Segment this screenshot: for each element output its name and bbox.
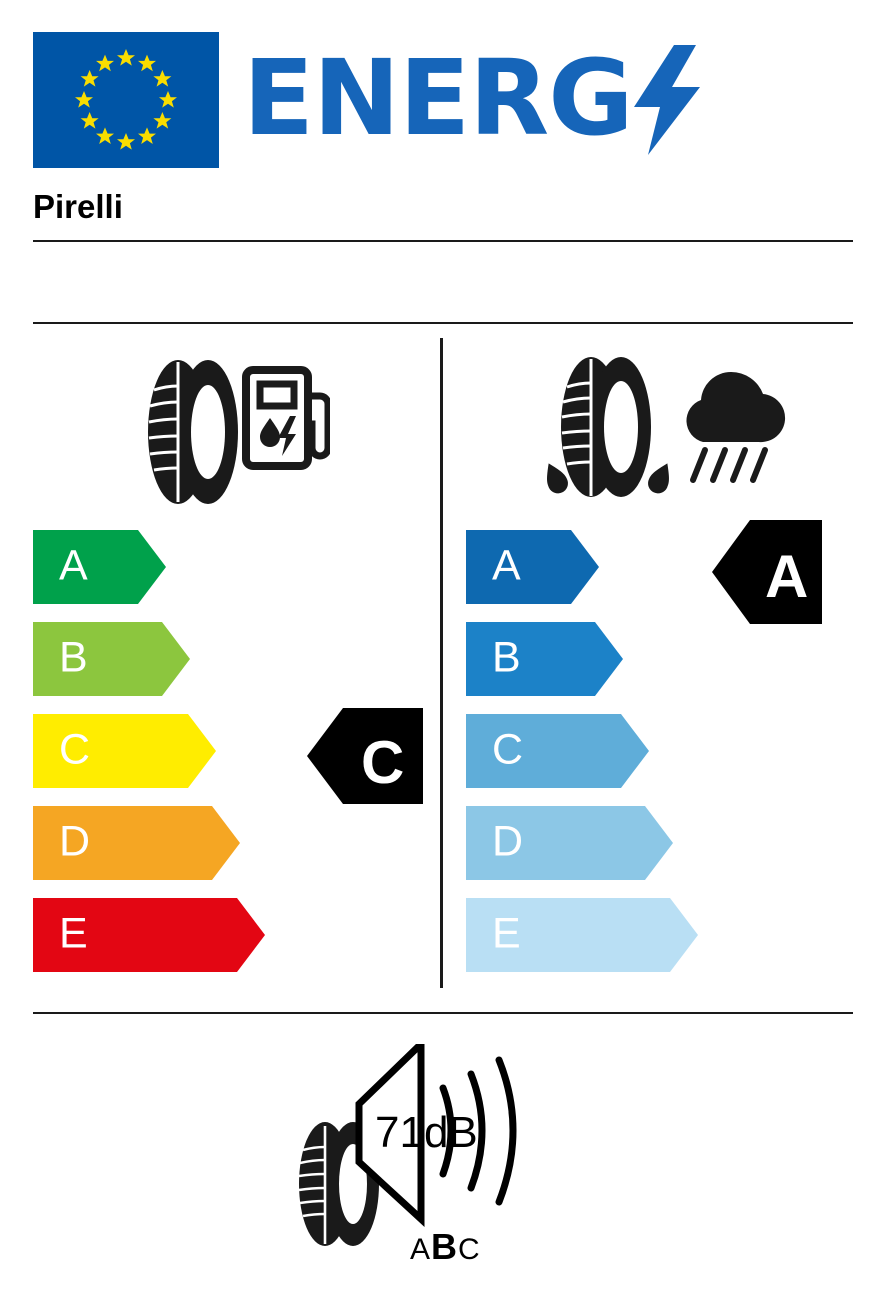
divider-noise bbox=[33, 1012, 853, 1014]
wet-grade-B-letter: B bbox=[492, 633, 521, 682]
noise-class-c: C bbox=[458, 1233, 481, 1266]
wet-grade-A-letter: A bbox=[492, 541, 521, 590]
energy-wordmark: ENERG bbox=[243, 37, 633, 159]
noise-class-a: A bbox=[410, 1233, 432, 1266]
divider-top bbox=[33, 240, 853, 242]
wet-grade-B bbox=[466, 622, 623, 696]
noise-class-scale bbox=[410, 1226, 481, 1268]
fuel-grade-C-letter: C bbox=[59, 725, 91, 774]
wet-grade-C-letter: C bbox=[492, 725, 524, 774]
wet-grade-A bbox=[466, 530, 599, 604]
fuel-grade-A bbox=[33, 530, 166, 604]
fuel-grade-B-letter: B bbox=[59, 633, 88, 682]
noise-value: 71dB bbox=[375, 1108, 478, 1157]
divider-vertical bbox=[440, 338, 443, 988]
fuel-grade-E bbox=[33, 898, 265, 972]
lightning-bolt-icon bbox=[634, 45, 704, 155]
wet-grade-D bbox=[466, 806, 673, 880]
wet-selected-letter: A bbox=[765, 543, 809, 610]
wet-grade-C bbox=[466, 714, 649, 788]
fuel-efficiency-selected-marker bbox=[307, 708, 423, 809]
fuel-grade-C bbox=[33, 714, 216, 788]
fuel-grade-A-letter: A bbox=[59, 541, 88, 590]
fuel-grade-E-letter: E bbox=[59, 909, 88, 958]
eu-flag bbox=[33, 32, 219, 168]
tyre-rain-cloud-icon bbox=[533, 352, 803, 522]
fuel-selected-letter: C bbox=[361, 729, 405, 796]
divider-section bbox=[33, 322, 853, 324]
fuel-grade-B bbox=[33, 622, 190, 696]
eu-flag-stars bbox=[33, 32, 219, 168]
tyre-fuel-pump-icon bbox=[120, 352, 330, 517]
wet-grade-E bbox=[466, 898, 698, 972]
noise-class-b: B bbox=[431, 1226, 459, 1267]
wet-grade-E-letter: E bbox=[492, 909, 521, 958]
brand-name: Pirelli bbox=[33, 188, 123, 225]
fuel-grade-D bbox=[33, 806, 240, 880]
wet-grade-D-letter: D bbox=[492, 817, 524, 866]
wet-grip-selected-marker bbox=[712, 520, 822, 629]
fuel-grade-D-letter: D bbox=[59, 817, 91, 866]
